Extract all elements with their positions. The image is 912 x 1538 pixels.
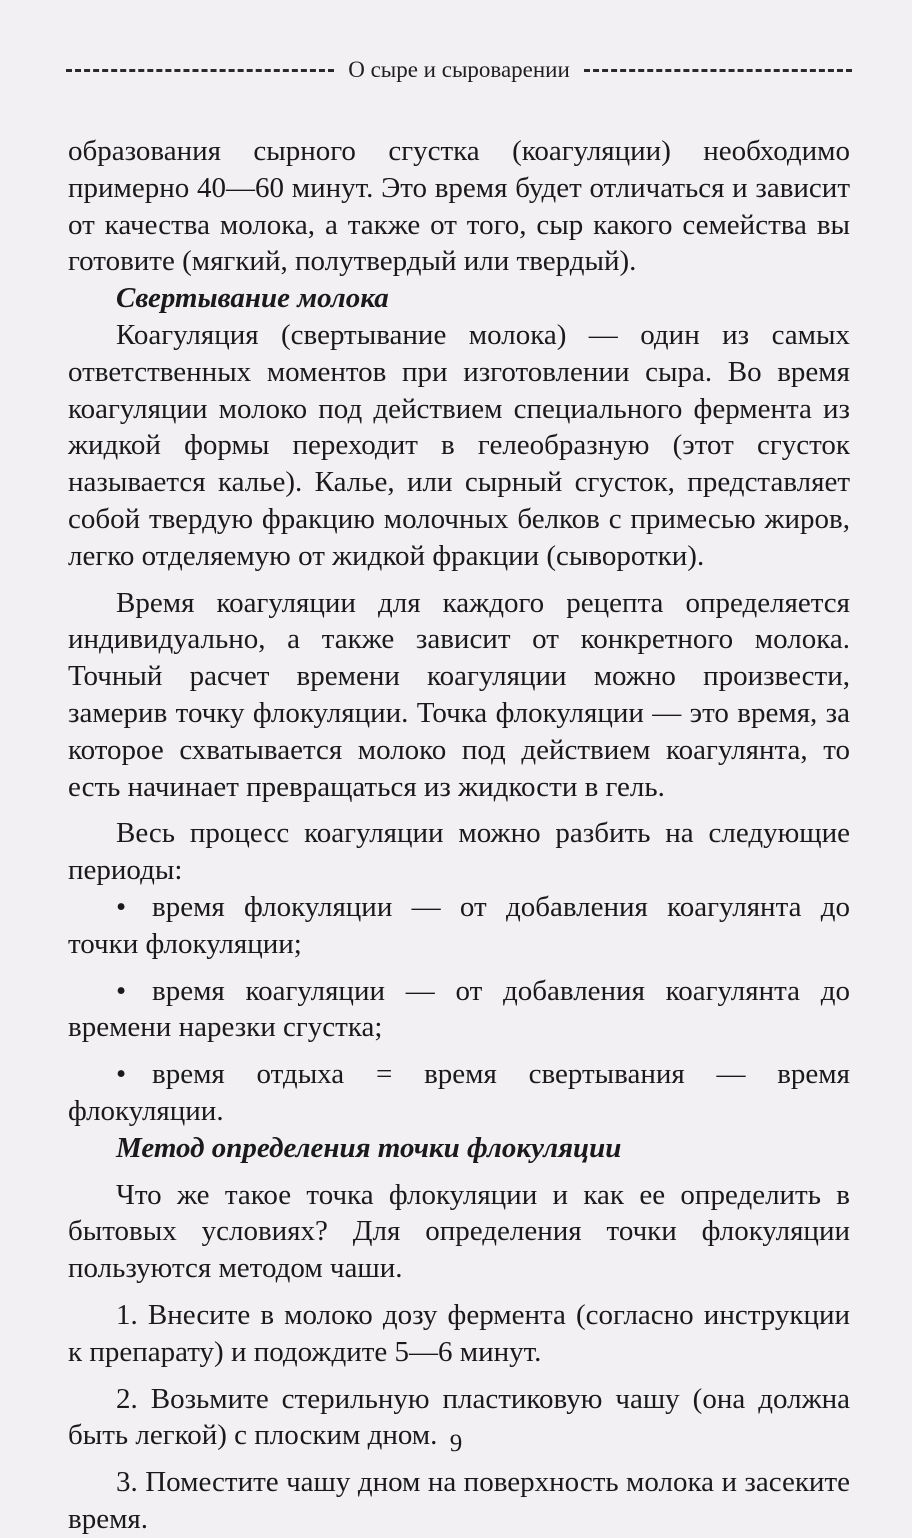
header-rule-right xyxy=(584,69,852,72)
list-item-text: время флокуляции — от добавления коагулянта до точки флокуляции; xyxy=(68,890,850,960)
paragraph: Весь процесс коагуляции можно разбить на следующие периоды: xyxy=(68,817,850,887)
bullet-icon: • xyxy=(116,890,127,923)
list-item xyxy=(68,973,850,1047)
numbered-step: 2. Возьмите стерильную пластиковую чашу (она должна быть легкой) с плоским дном. xyxy=(68,1382,850,1452)
running-title: О сыре и сыроварении xyxy=(348,57,570,82)
list-item-text: время коагуляции — от добавления коагулянта до времени нарезки сгустка; xyxy=(68,974,850,1044)
paragraph: Время коагуляции для каждого рецепта определяется индивидуально, а также зависит от конкретного молока. Точный расчет времени коагуляции можно произвести, замерив точку флокуляции. Точка флокуляции — это время, за которое схватывается молоко под действием коагулянта, то есть начинает превращаться из жидкости в гель. xyxy=(68,586,850,803)
section-heading-flocculation-method: Метод определения точки флокуляции xyxy=(116,1131,622,1164)
section-heading-milk-coagulation: Свертывание молока xyxy=(116,282,389,315)
bullet-icon: • xyxy=(116,974,127,1007)
paragraph-continuation: образования сырного сгустка (коагуляции) необходимо примерно 40—60 минут. Это время будет отличаться и зависит от качества молока, а также от того, сыр какого семейства вы готовите (мягкий, полутвердый или твердый). xyxy=(68,135,850,278)
page-number: 9 xyxy=(449,1430,463,1457)
paragraph: Что же такое точка флокуляции и как ее определить в бытовых условиях? Для определения точки флокуляции пользуются методом чаши. xyxy=(68,1178,850,1285)
paragraph: Коагуляция (свертывание молока) — один из самых ответственных моментов при изготовлении сыра. Во время коагуляции молоко под действием специального фермента из жидкой формы переходит в гелеобразную (этот сгусток называется калье). Калье, или сырный сгусток, представляет собой твердую фракцию молочных белков с примесью жиров, легко отделяемую от жидкой фракции (сыворотки). xyxy=(68,318,850,572)
list-item xyxy=(68,1056,850,1130)
bullet-icon: • xyxy=(116,1058,127,1091)
page-body xyxy=(68,133,850,1538)
running-head xyxy=(66,52,852,88)
numbered-step: 3. Поместите чашу дном на поверхность молока и засеките время. xyxy=(68,1466,850,1535)
header-rule-left xyxy=(66,69,334,72)
numbered-step: 1. Внесите в молоко дозу фермента (согласно инструкции к препарату) и подождите 5—6 минут. xyxy=(68,1298,850,1368)
list-item-text: время отдыха = время свертывания — время флокуляции. xyxy=(68,1058,850,1127)
list-item xyxy=(68,889,850,963)
